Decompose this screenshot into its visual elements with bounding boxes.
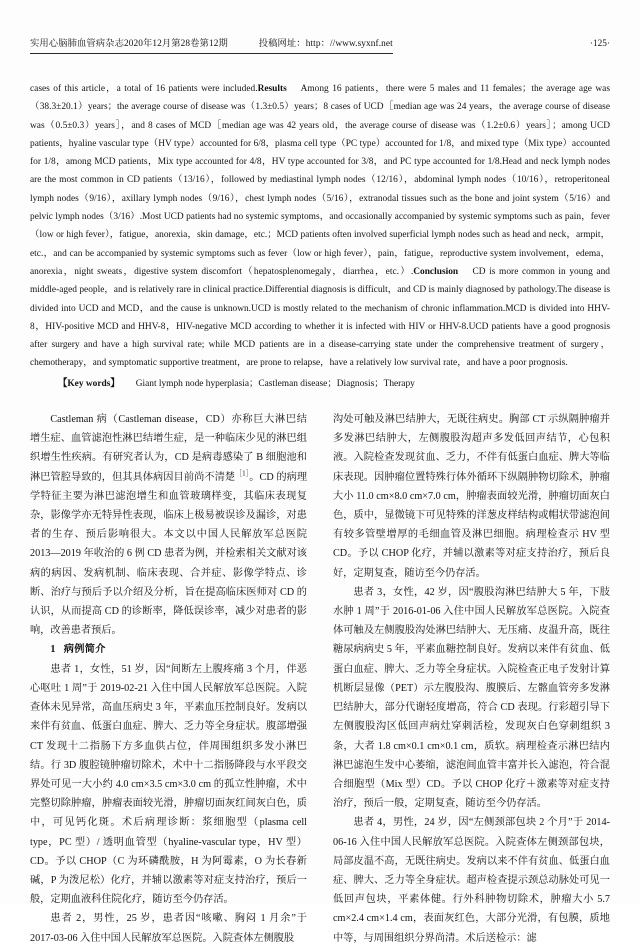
keywords-line bbox=[30, 375, 610, 393]
english-abstract bbox=[30, 80, 610, 373]
page-number: ·125· bbox=[589, 39, 610, 49]
running-header bbox=[30, 38, 610, 64]
reference-marker-1: ［1］ bbox=[235, 469, 250, 478]
keywords-label: 【Key words】 bbox=[58, 378, 120, 389]
journal-citation-line bbox=[30, 38, 393, 54]
case-4-paragraph: 患者 4，男性，24 岁，因“左侧颈部包块 2 个月”于 2014-06-16 入住中国人民解放军总医院。入院查体左侧颈部包块，局部皮温不高，无既往病史。发病以来不伴有贫血、低蛋白血症、脾大、乏力等全身症状。超声检查提示颈总动脉处可见一低回声包块，平素体健。行外科肿物切除术，肿瘤大小 5.7 cm×2.4 cm×1.4 cm，表面灰红色，大部分光滑，有包膜，质地中等，与周围组织分界尚清。术后送检示：滤 bbox=[333, 817, 610, 944]
case-3-paragraph: 患者 3，女性，42 岁，因“腹股沟淋巴结肿大 5 年，下肢水肿 1 周”于 2016-01-06 入住中国人民解放军总医院。入院查体可触及左侧腹股沟处淋巴结肿大、无压痛、皮温升高，既往糖尿病病史 5 年，平素血糖控制良好。发病以来伴有贫血、低蛋白血症、脾大、乏力等全身症状。入院检查正电子发射计算机断层显像（PET）示左腹股沟、腹膜后、左髂血管旁多发淋巴结肿大，部分代谢轻度增高，符合 CD 表现。行彩超引导下左侧腹股沟区低回声病灶穿刺活检，发现灰白色穿刺组织 3 条，大者 1.8 cm×0.1 cm×0.1 cm，质软。病理检查示淋巴结内淋巴滤泡生发中心萎缩，滤泡间血管丰富并长入滤泡，符合混合细胞型（Mix 型）CD。予以 CHOP 化疗＋激素等对症支持治疗，预后一般，定期复查，随访至今仍存活。 bbox=[333, 586, 610, 810]
case-2-paragraph-part-a: 患者 2，男性，25 岁，患者因“咳嗽、胸闷 1 月余”于 2017-03-06 入住中国人民解放军总医院。入院查体左侧腹股 bbox=[30, 913, 307, 944]
column-right bbox=[333, 410, 610, 948]
introduction-text-head: Castleman 病（Castleman disease，CD）亦称巨大淋巴结增生症、血管滤泡性淋巴结增生症，是一种临床少见的淋巴组织增生性疾病。有研究者认为，CD 是病毒感染了 B 细胞池和淋巴管腔导致的，但其具体病因目前尚不清楚 bbox=[30, 414, 307, 483]
section-heading-1 bbox=[30, 640, 307, 659]
column-left bbox=[30, 410, 307, 948]
introduction-paragraph bbox=[30, 410, 307, 640]
section-title-1: 病例简介 bbox=[63, 644, 106, 656]
section-number-1: 1 bbox=[50, 644, 56, 656]
body-columns bbox=[30, 410, 610, 948]
case-2-paragraph-part-b: 沟处可触及淋巴结肿大，无既往病史。胸部 CT 示纵隔肿瘤并多发淋巴结肿大，左侧腹股沟超声多发低回声结节，心包积液。入院检查发现贫血、乏力，不伴有低蛋白血症、脾大等临床表现。因肿瘤位置特殊行体外循环下纵隔肿物切除术，肿瘤大小 11.0 cm×8.0 cm×7.0 cm，肿瘤表面较光滑，肿瘤切面灰白色，质中，显微镜下可见特殊的洋葱皮样结构或帽状带滤泡间有较多管壁增厚的毛细血管及淋巴细胞。病理检查示 HV 型 CD。予以 CHOP 化疗，并辅以激素等对症支持治疗，预后良好，定期复查，随访至今仍存活。 bbox=[333, 414, 610, 579]
abstract-results-text: Among 16 patients，there were 5 males and 11 females；the average age was（38.3±20.1）years；the average course of disease was（1.3±0.5）years；8 cases of UCD［median age was 24 years，the average course of disease was（0.5±0.3）years］，and 8 cases of MCD［median age was 42 years old，the average course of disease was（1.2±0.6）years］；among UCD patients，hyaline vascular type（HV type）accounted for 6/8，plasma cell type（PC type）accounted for 1/8，and mixed type（Mix type）accounted for 1/8，among MCD patients，Mix type accounted for 4/8，HV type accounted for 3/8，and PC type accounted for 1/8.Head and neck lymph nodes are the most common in CD patients（13/16），followed by mediastinal lymph nodes（12/16），abdominal lymph nodes（10/16），retroperitoneal lymph nodes（9/16），axillary lymph nodes（9/16），chest lymph nodes（5/16），extranodal tissues such as the bone and joint system（5/16）and pelvic lymph nodes（3/16）.Most UCD patients had no systemic symptoms，and occasionally accompanied by systemic symptoms such as pain，fever（low or high fever），fatigue，anorexia，skin damage，etc.；MCD patients often involved superficial lymph nodes such as head and neck，armpit，etc.，and can be accompanied by systemic symptoms such as fever（low or high fever），pain，fatigue，reproductive system involvement，edema，anorexia，night sweats，digestive system discomfort（hepatosplenomegaly，diarrhea，etc.）. bbox=[30, 84, 610, 277]
case-1-paragraph: 患者 1，女性，51 岁，因“间断左上腹疼痛 3 个月，伴恶心呕吐 1 周”于 2019-02-21 入住中国人民解放军总医院。入院查体未见异常，高血压病史 3 年，平素血压控制良好。发病以来伴有贫血、低蛋白血症、脾大、乏力等全身症状。腹部增强 CT 发现十二指肠下方多血供占位，伴周围组织多发小淋巴结。行 3D 腹腔镜肿瘤切除术，术中十二指肠降段与水平段交界处可见一大小约 4.0 cm×3.5 cm×3.0 cm 的孤立性肿瘤，术中完整切除肿瘤，肿瘤表面较光滑，肿瘤切面灰红间灰白色，质中，可见钙化斑。术后病理诊断：浆细胞型（plasma cell type，PC 型）/ 透明血管型（hyaline-vascular type，HV 型）CD。予以 CHOP（C 为环磷酰胺，H 为阿霉素，O 为长春新碱，P 为泼尼松）化疗，并辅以激素等对症支持治疗，预后一般，定期血液科住院化疗，随访至今仍存活。 bbox=[30, 663, 307, 906]
submission-url: 投稿网址：http：//www.syxnf.net bbox=[258, 39, 393, 49]
journal-title-issue: 实用心脑肺血管病杂志2020年12月第28卷第12期 bbox=[30, 39, 228, 49]
introduction-text-tail: 。CD 的病理学特征主要为淋巴滤泡增生和血管玻璃样变，其临床表现复杂，影像学亦无特异性表现，临床上极易被误诊及漏诊，对患者的生存、预后影响很大。本文以中国人民解放军总医院 2013—2019 年收治的 6 例 CD 患者为例，并检索相关文献对该病的病因、发病机制、临床表现、合并症、影像学特点、诊断、治疗与预后予以介绍及分析，旨在提高临床医师对 CD 的认识，从而提高 CD 的诊断率，降低误诊率，减少对患者的影响，改善患者预后。 bbox=[30, 471, 308, 637]
conclusion-label: Conclusion bbox=[413, 266, 459, 277]
keywords-terms: Giant lymph node hyperplasia；Castleman disease；Diagnosis；Therapy bbox=[135, 378, 415, 389]
results-label: Results bbox=[257, 84, 287, 94]
abstract-conclusion-text: CD is more common in young and middle-aged people，and is relatively rare in clinical practice.Differential diagnosis is difficult，and CD is mainly diagnosed by pathology.The disease is divided into UCD and MCD，and the cause is unknown.UCD is mostly related to the mechanism of chronic inflammation.MCD is divided into HHV-8，HIV-positive MCD and HHV-8，HIV-negative MCD according to whether it is infected with HIV or HHV-8.UCD patients have a good prognosis after surgery and have a high survival rate; while MCD patients are in a disease-carrying state under the comprehensive treatment of surgery，chemotherapy，and symptomatic supportive treatment，are prone to relapse，have a relatively low survival rate，and have a poor prognosis. bbox=[30, 266, 610, 369]
abstract-methods-tail: cases of this article，a total of 16 patients were included. bbox=[30, 84, 258, 94]
